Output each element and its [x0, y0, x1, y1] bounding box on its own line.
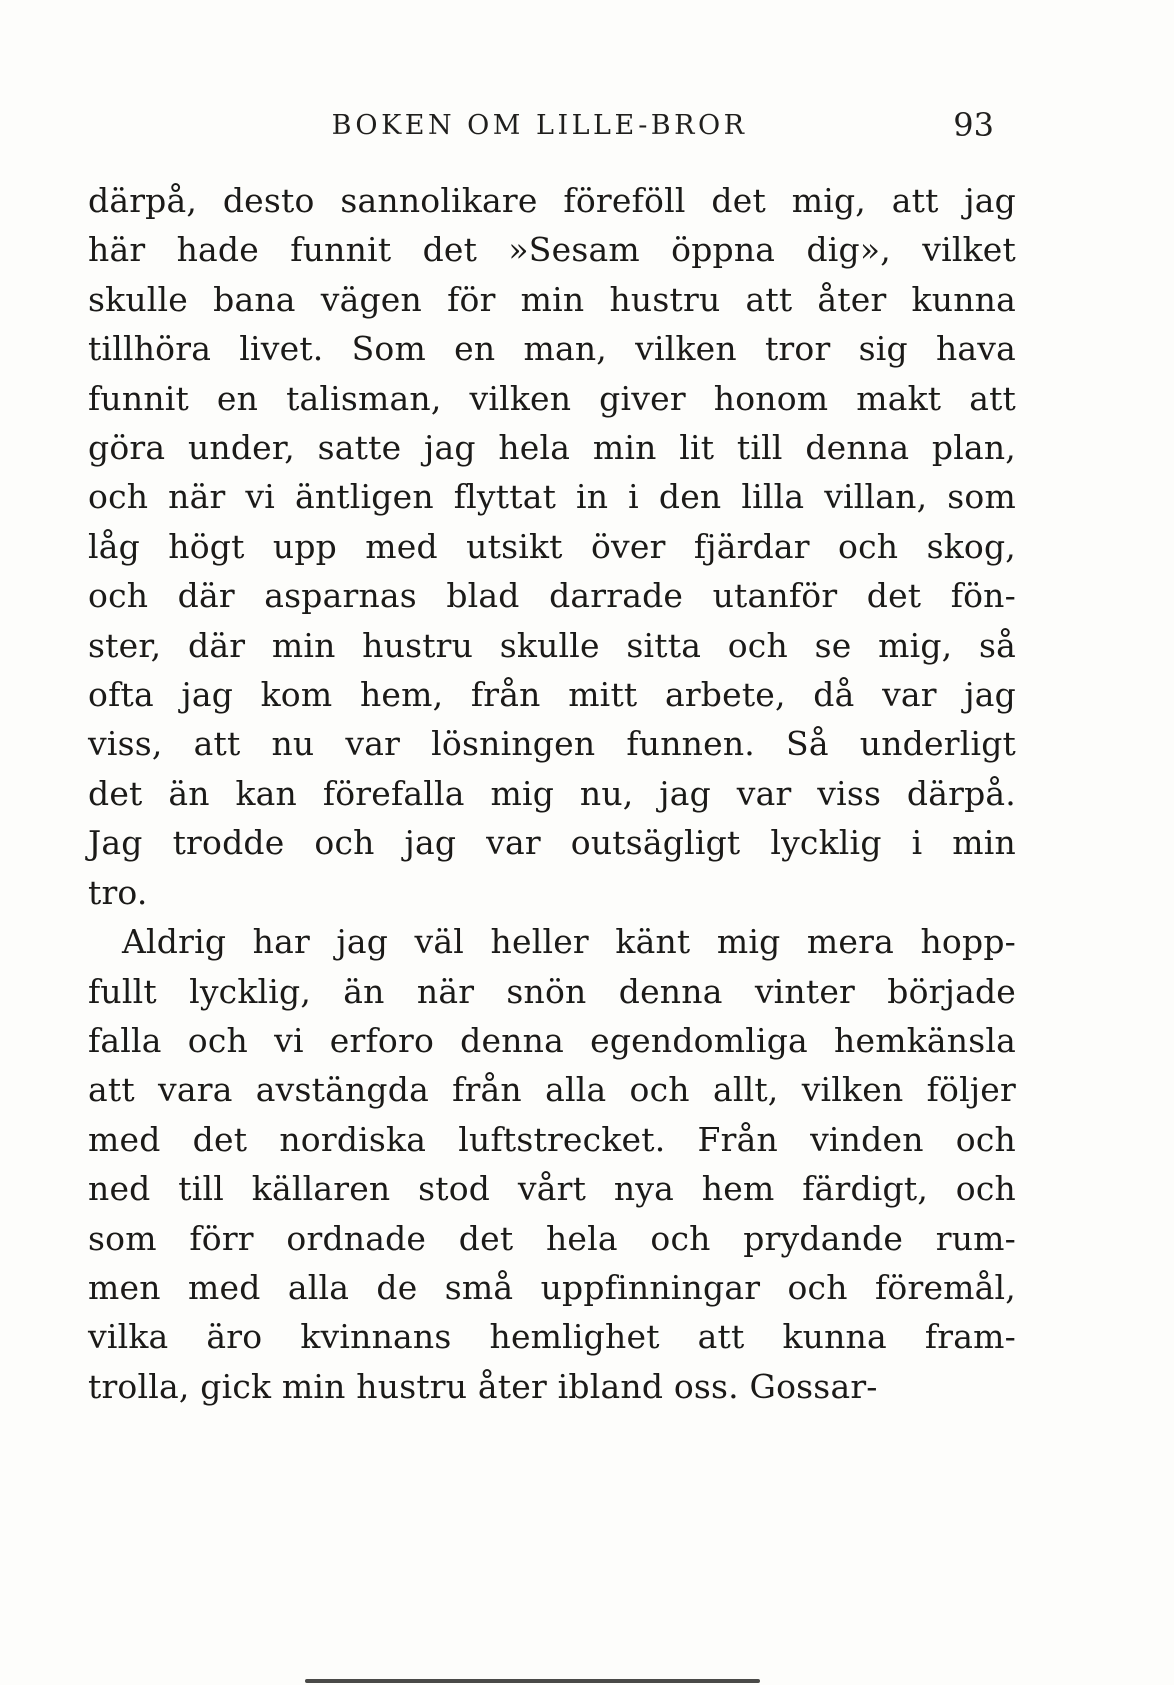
running-title: BOKEN OM LILLE-BROR	[331, 110, 748, 141]
text-line: det än kan förefalla mig nu, jag var viss därpå.	[88, 773, 1016, 813]
text-line: ster, där min hustru skulle sitta och se mig, så	[88, 625, 1016, 665]
text-line: trolla, gick min hustru åter ibland oss. Gossar-	[88, 1366, 878, 1406]
text-line: och när vi äntligen flyttat in i den lilla villan, som	[88, 477, 1016, 517]
text-line: skulle bana vägen för min hustru att åter kunna	[88, 279, 1016, 319]
text-line: ned till källaren stod vårt nya hem färdigt, och	[88, 1169, 1016, 1209]
text-line: med det nordiska luftstrecket. Från vinden och	[88, 1119, 1016, 1159]
text-line: därpå, desto sannolikare föreföll det mig, att jag	[88, 181, 1016, 220]
text-line: att vara avstängda från alla och allt, vilken följer	[88, 1070, 1016, 1110]
text-line: göra under, satte jag hela min lit till denna plan,	[88, 428, 1016, 468]
text-line: som förr ordnade det hela och prydande rum-	[88, 1218, 1016, 1258]
text-line: viss, att nu var lösningen funnen. Så underligt	[88, 724, 1016, 764]
scan-edge-artifact	[305, 1679, 760, 1683]
page-number: 93	[953, 106, 994, 144]
body-text	[88, 176, 1016, 1411]
running-header	[88, 106, 1016, 150]
text-line: ofta jag kom hem, från mitt arbete, då var jag	[88, 675, 1016, 715]
text-line: tro.	[88, 872, 148, 912]
text-line: Jag trodde och jag var outsägligt lycklig i min	[88, 823, 1016, 863]
text-line: och där asparnas blad darrade utanför det fön-	[88, 576, 1016, 616]
text-line: låg högt upp med utsikt över fjärdar och skog,	[88, 526, 1016, 566]
text-line: här hade funnit det »Sesam öppna dig», vilket	[88, 230, 1016, 270]
text-line: men med alla de små uppfinningar och föremål,	[88, 1267, 1016, 1307]
text-line: Aldrig har jag väl heller känt mig mera hopp-	[122, 922, 1016, 962]
text-line: tillhöra livet. Som en man, vilken tror sig hava	[88, 329, 1016, 369]
text-line: funnit en talisman, vilken giver honom makt att	[88, 378, 1016, 418]
text-line: falla och vi erforo denna egendomliga hemkänsla	[88, 1020, 1016, 1060]
text-line: fullt lycklig, än när snön denna vinter började	[88, 971, 1016, 1011]
paragraph	[88, 176, 1016, 917]
paragraph	[88, 917, 1016, 1411]
text-line: vilka äro kvinnans hemlighet att kunna fram-	[88, 1317, 1016, 1357]
